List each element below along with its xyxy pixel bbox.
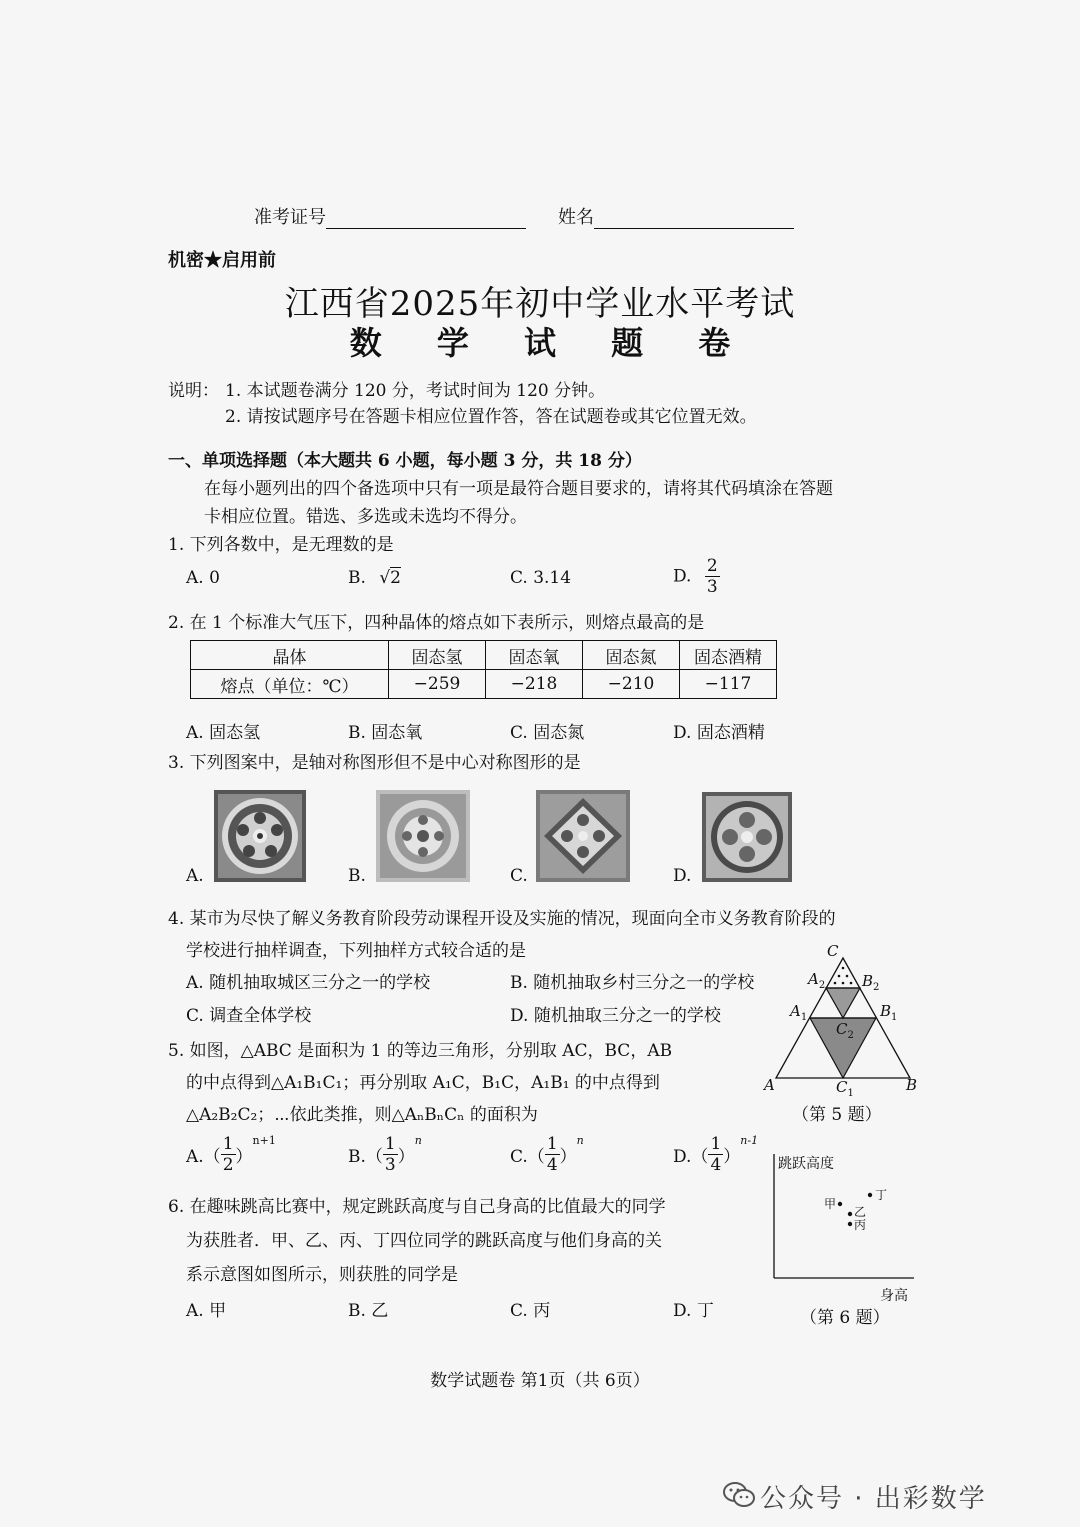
q5-figure-caption: （第 5 题）: [792, 1105, 882, 1125]
q5-option-a: A.（ $\frac{1}{2}$ ）$^{n+1}$: [186, 1134, 276, 1175]
q1-option-b: B. √2: [348, 568, 401, 588]
q1-stem: 1. 下列各数中，是无理数的是: [168, 535, 394, 555]
q4-option-d: D. 随机抽取三分之一的学校: [510, 1006, 721, 1026]
q4-option-b: B. 随机抽取乡村三分之一的学校: [510, 973, 755, 993]
q6-option-b: B. 乙: [348, 1301, 389, 1321]
section-title: 一、单项选择题（本大题共 6 小题，每小题 3 分，共 18 分）: [168, 451, 642, 471]
pattern-tile-d: [702, 792, 792, 882]
q3-option-d: D.: [673, 866, 692, 886]
label-a1: $A_1$: [790, 1002, 808, 1023]
table-cell: −117: [680, 670, 777, 699]
exam-id-blank: [326, 210, 526, 229]
q6-option-d: D. 丁: [673, 1301, 714, 1321]
label-b: B: [906, 1076, 918, 1094]
triangle-a2b2c2-inner: [826, 988, 860, 1018]
name-field: [558, 203, 794, 229]
label-b1: $B_1$: [880, 1002, 898, 1023]
q6-stem-3: 系示意图如图所示，则获胜的同学是: [186, 1265, 458, 1285]
q1-sqrt-value: 2: [390, 568, 401, 588]
point-yi-label: 乙: [854, 1205, 867, 1219]
table-cell: 晶体: [191, 641, 389, 670]
q5-stem-2: 的中点得到△A₁B₁C₁；再分别取 A₁C，B₁C，A₁B₁ 的中点得到: [186, 1073, 660, 1093]
q2-stem: 2. 在 1 个标准大气压下，四种晶体的熔点如下表所示，则熔点最高的是: [168, 613, 705, 633]
q6-scatter-figure: [766, 1150, 916, 1310]
q5-option-c: C.（ $\frac{1}{4}$ ）$^n$: [510, 1134, 584, 1175]
secret-mark: 机密★启用前: [168, 250, 276, 271]
q5-triangle-figure: [760, 940, 930, 1100]
note-2: 2. 请按试题序号在答题卡相应位置作答，答在试题卷或其它位置无效。: [225, 407, 757, 427]
y-axis-label: 跳跃高度: [778, 1156, 834, 1172]
table-cell: −218: [486, 670, 583, 699]
name-label: 姓名: [558, 207, 594, 228]
name-blank: [594, 210, 794, 229]
q6-option-a: A. 甲: [186, 1301, 227, 1321]
table-row: [191, 670, 777, 699]
table-cell: −210: [583, 670, 680, 699]
q5-stem-1: 5. 如图，△ABC 是面积为 1 的等边三角形，分别取 AC，BC，AB: [168, 1041, 673, 1061]
point-jia: [838, 1202, 842, 1206]
table-cell: 熔点（单位：℃）: [191, 670, 389, 699]
exam-id-label: 准考证号: [254, 207, 326, 228]
q2-option-b: B. 固态氧: [348, 723, 423, 743]
q2-option-c: C. 固态氮: [510, 723, 585, 743]
q5-stem-3: △A₂B₂C₂；⋯依此类推，则△AₙBₙCₙ 的面积为: [186, 1105, 538, 1125]
exam-title: 江西省2025年初中学业水平考试: [284, 284, 796, 324]
pattern-tile-a: [214, 790, 306, 882]
q4-option-c: C. 调查全体学校: [186, 1006, 312, 1026]
exam-id-field: [254, 203, 526, 229]
section-desc-2: 卡相应位置。错选、多选或未选均不得分。: [204, 507, 527, 527]
point-bing-label: 丙: [854, 1218, 867, 1232]
q3-option-a: A.: [186, 866, 204, 886]
label-c1: $C_1$: [836, 1078, 854, 1099]
q4-stem-2: 学校进行抽样调查，下列抽样方式较合适的是: [186, 941, 526, 961]
q2-option-a: A. 固态氢: [186, 723, 261, 743]
point-jia-label: 甲: [824, 1197, 837, 1211]
table-cell: 固态氧: [486, 641, 583, 670]
q1-option-c: C. 3.14: [510, 568, 572, 588]
label-c2: $C_2$: [836, 1020, 854, 1041]
point-yi: [848, 1212, 852, 1216]
q6-stem-2: 为获胜者．甲、乙、丙、丁四位同学的跳跃高度与他们身高的关: [186, 1231, 662, 1251]
q3-stem: 3. 下列图案中，是轴对称图形但不是中心对称图形的是: [168, 753, 581, 773]
q1-option-a: A. 0: [186, 568, 220, 588]
note-1: 1. 本试题卷满分 120 分，考试时间为 120 分钟。: [225, 381, 606, 401]
q3-option-c: C.: [510, 866, 528, 886]
table-cell: −259: [389, 670, 486, 699]
watermark-text: 公众号 · 出彩数学: [760, 1484, 987, 1514]
q4-stem-1: 4. 某市为尽快了解义务教育阶段劳动课程开设及实施的情况，现面向全市义务教育阶段的: [168, 909, 836, 929]
q6-option-c: C. 丙: [510, 1301, 551, 1321]
pattern-tile-b: [376, 790, 470, 882]
q4-option-a: A. 随机抽取城区三分之一的学校: [186, 973, 431, 993]
notes-label: 说明：: [168, 381, 219, 401]
exam-subtitle: 数 学 试 题 卷: [349, 324, 753, 362]
wechat-icon: [722, 1480, 756, 1510]
point-ding: [868, 1193, 872, 1197]
label-a: A: [764, 1076, 775, 1094]
q6-figure-caption: （第 6 题）: [800, 1308, 890, 1328]
table-cell: 固态氢: [389, 641, 486, 670]
label-c: C: [827, 942, 839, 960]
label-a2: $A_2$: [808, 970, 826, 991]
label-b2: $B_2$: [862, 972, 880, 993]
melting-point-table: [190, 640, 777, 699]
q5-option-b: B.（ $\frac{1}{3}$ ）$^n$: [348, 1134, 422, 1175]
section-desc-1: 在每小题列出的四个备选项中只有一项是最符合题目要求的，请将其代码填涂在答题: [204, 479, 833, 499]
x-axis-label: 身高: [880, 1288, 908, 1304]
q5-option-d: D.（ $\frac{1}{4}$ ）$^{n-1}$: [673, 1134, 759, 1175]
q3-option-b: B.: [348, 866, 366, 886]
table-row: [191, 641, 777, 670]
point-bing: [848, 1222, 852, 1226]
pattern-tile-c: [536, 790, 630, 882]
table-cell: 固态酒精: [680, 641, 777, 670]
q1-option-d: D. $\frac{2}{3}$: [673, 556, 718, 597]
q6-stem-1: 6. 在趣味跳高比赛中，规定跳跃高度与自己身高的比值最大的同学: [168, 1197, 666, 1217]
page-footer: 数学试题卷 第1页（共 6页）: [430, 1371, 650, 1391]
point-ding-label: 丁: [875, 1188, 888, 1202]
table-cell: 固态氮: [583, 641, 680, 670]
q2-option-d: D. 固态酒精: [673, 723, 765, 743]
